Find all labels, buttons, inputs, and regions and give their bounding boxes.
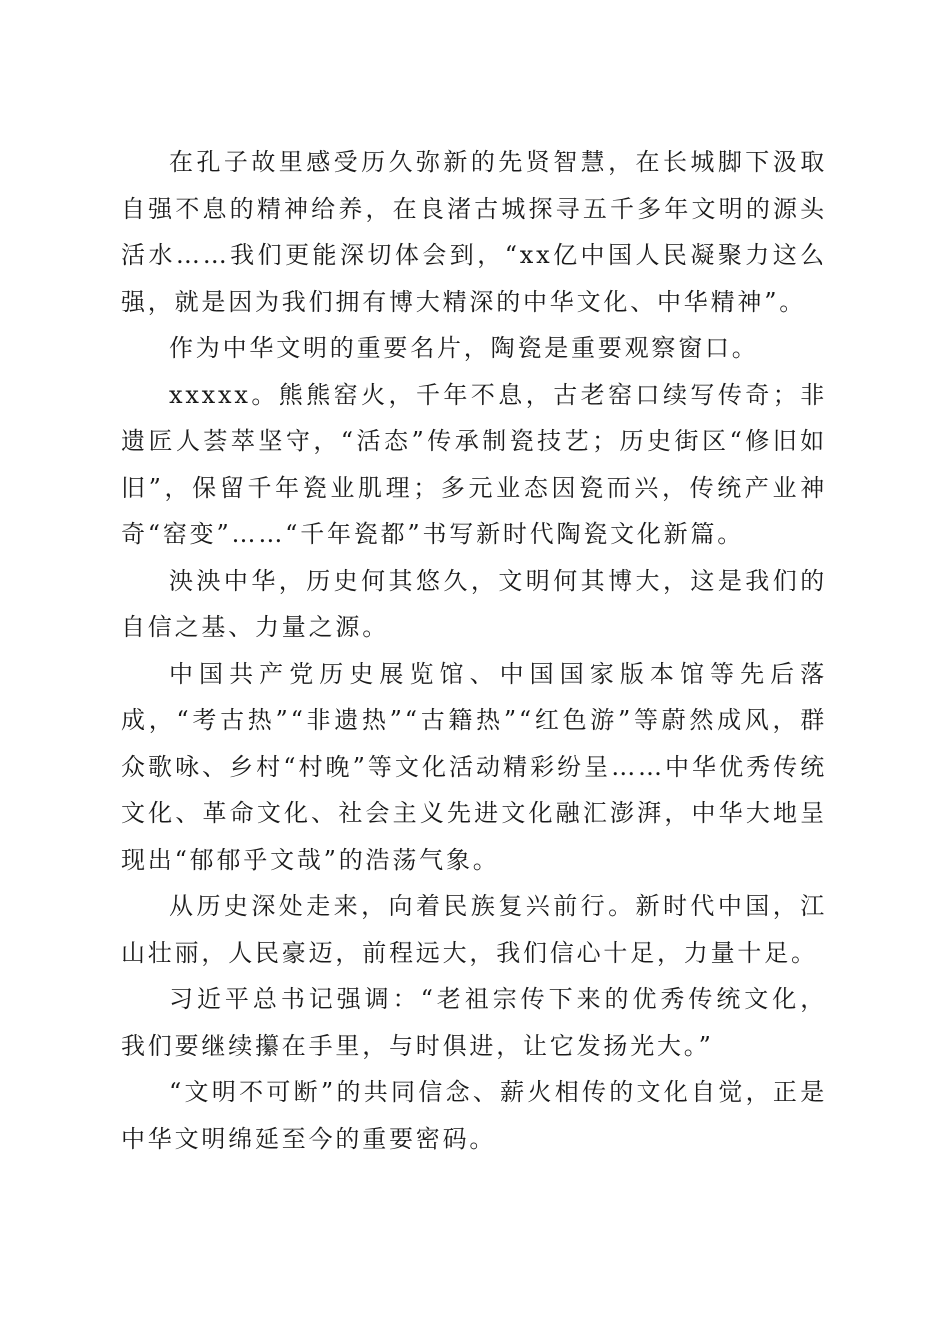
document-body: [121, 139, 827, 1162]
paragraph: xxxxx。熊熊窑火，千年不息，古老窑口续写传奇；非遗匠人荟萃坚守，“活态”传承制瓷技艺；历史街区“修旧如旧”，保留千年瓷业肌理；多元业态因瓷而兴，传统产业神奇“窑变”……“千年瓷都”书写新时代陶瓷文化新篇。: [121, 380, 827, 548]
paragraph: “文明不可断”的共同信念、薪火相传的文化自觉，正是中华文明绵延至今的重要密码。: [121, 1078, 827, 1153]
paragraph: 从历史深处走来，向着民族复兴前行。新时代中国，江山壮丽，人民豪迈，前程远大，我们信心十足，力量十足。: [121, 892, 827, 967]
paragraph: 作为中华文明的重要名片，陶瓷是重要观察窗口。: [169, 334, 759, 362]
paragraph: 中国共产党历史展览馆、中国国家版本馆等先后落成，“考古热”“非遗热”“古籍热”“红色游”等蔚然成风，群众歌咏、乡村“村晚”等文化活动精彩纷呈……中华优秀传统文化、革命文化、社会主义先进文化融汇澎湃，中华大地呈现出“郁郁乎文哉”的浩荡气象。: [121, 659, 827, 874]
paragraph: 习近平总书记强调：“老祖宗传下来的优秀传统文化，我们要继续攥在手里，与时俱进，让它发扬光大。”: [121, 985, 827, 1060]
paragraph: 在孔子故里感受历久弥新的先贤智慧，在长城脚下汲取自强不息的精神给养，在良渚古城探寻五千多年文明的源头活水……我们更能深切体会到，“xx亿中国人民凝聚力这么强，就是因为我们拥有博大精深的中华文化、中华精神”。: [121, 148, 827, 316]
paragraph: 泱泱中华，历史何其悠久，文明何其博大，这是我们的自信之基、力量之源。: [121, 566, 827, 641]
